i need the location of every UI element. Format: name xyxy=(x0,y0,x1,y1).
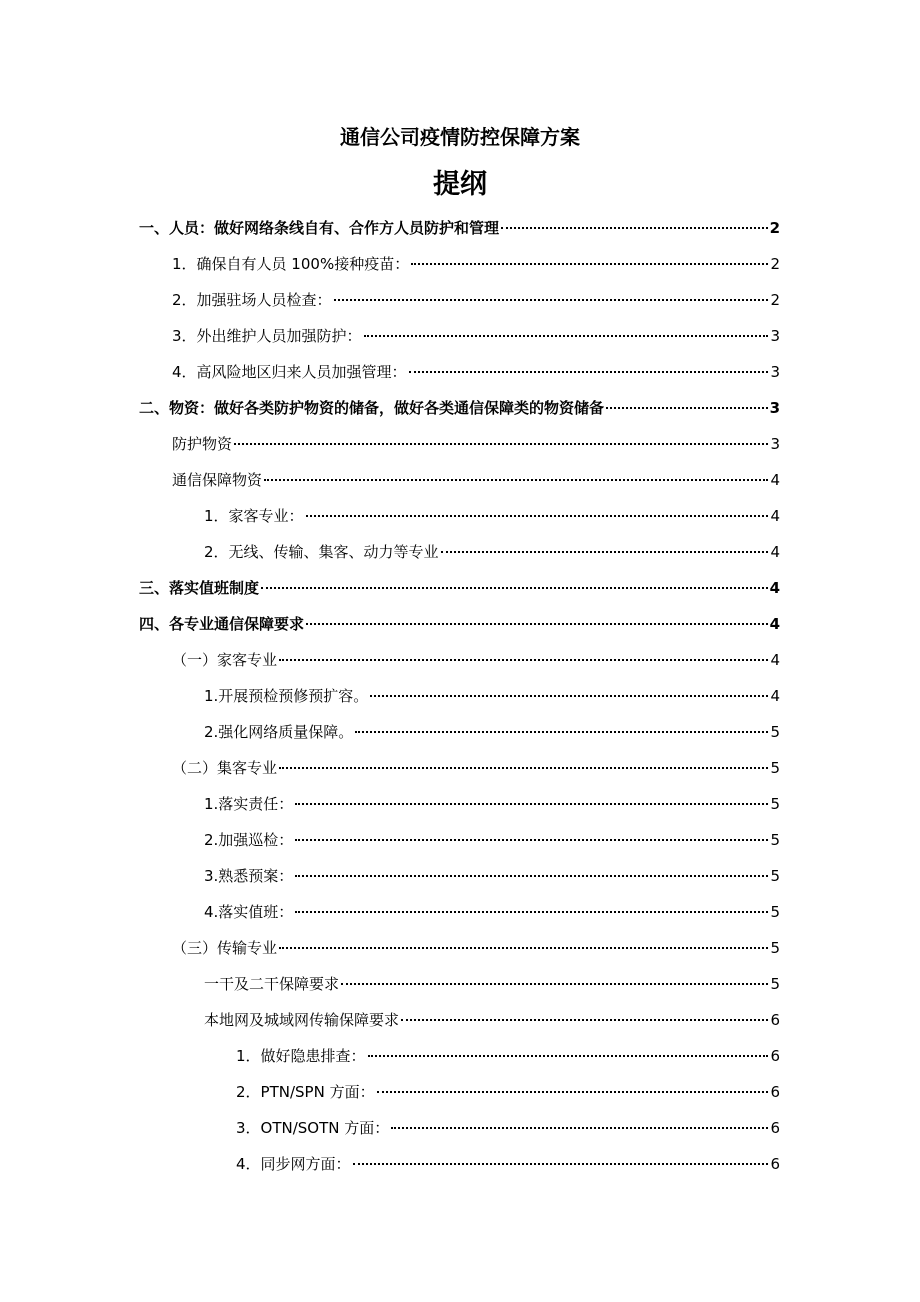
toc-entry[interactable] xyxy=(204,792,780,816)
toc-entry[interactable] xyxy=(172,360,780,384)
toc-entry-text: 3．OTN/SOTN 方面： xyxy=(236,1119,390,1137)
toc-entry-text: 1.开展预检预修预扩容。 xyxy=(204,687,369,705)
toc-entry-text: 1．做好隐患排查： xyxy=(236,1047,366,1065)
toc-page-number: 3 xyxy=(770,327,780,345)
toc-entry-text: 3.熟悉预案： xyxy=(204,867,294,885)
toc-entry-text: 1．家客专业： xyxy=(204,507,304,525)
toc-entry[interactable] xyxy=(172,936,780,960)
toc-leader xyxy=(409,371,769,373)
toc-page-number: 2 xyxy=(769,219,780,237)
toc-page-number: 6 xyxy=(770,1155,780,1173)
toc-entry[interactable] xyxy=(236,1080,780,1104)
toc-entry[interactable] xyxy=(139,612,780,636)
toc-entry-text: 4．高风险地区归来人员加强管理： xyxy=(172,363,407,381)
toc-leader xyxy=(295,911,768,913)
toc-page-number: 3 xyxy=(769,399,780,417)
toc-entry[interactable] xyxy=(204,504,780,528)
toc-entry[interactable] xyxy=(172,324,780,348)
toc-page-number: 6 xyxy=(770,1011,780,1029)
toc-page-number: 4 xyxy=(770,507,780,525)
toc-entry[interactable] xyxy=(172,432,780,456)
toc-page-number: 2 xyxy=(770,291,780,309)
toc-entry[interactable] xyxy=(236,1116,780,1140)
toc-entry-text: 防护物资 xyxy=(172,435,233,453)
toc-leader xyxy=(261,587,768,589)
toc-entry[interactable] xyxy=(236,1152,780,1176)
toc-entry-text: 二、物资：做好各类防护物资的储备，做好各类通信保障类的物资储备 xyxy=(139,399,605,417)
toc-page-number: 5 xyxy=(770,939,780,957)
toc-page-number: 3 xyxy=(770,363,780,381)
toc-entry-text: 4.落实值班： xyxy=(204,903,294,921)
toc-leader xyxy=(411,263,768,265)
toc-leader xyxy=(264,479,768,481)
toc-page-number: 6 xyxy=(770,1047,780,1065)
toc-page-number: 3 xyxy=(770,435,780,453)
toc-entry-text: 本地网及城域网传输保障要求 xyxy=(204,1011,400,1029)
toc-page-number: 4 xyxy=(770,471,780,489)
toc-entry[interactable] xyxy=(236,1044,780,1068)
toc-entry[interactable] xyxy=(172,648,780,672)
toc-page-number: 5 xyxy=(770,723,780,741)
toc-page-number: 6 xyxy=(770,1119,780,1137)
toc-entry-text: 4．同步网方面： xyxy=(236,1155,351,1173)
toc-leader xyxy=(353,1163,769,1165)
toc-leader xyxy=(368,1055,769,1057)
toc-entry[interactable] xyxy=(204,720,780,744)
toc-leader xyxy=(295,803,768,805)
toc-entry-text: 一、人员：做好网络条线自有、合作方人员防护和管理 xyxy=(139,219,500,237)
toc-entry-text: 2．无线、传输、集客、动力等专业 xyxy=(204,543,439,561)
toc-page-number: 4 xyxy=(769,579,780,597)
toc-leader xyxy=(355,731,768,733)
toc-leader xyxy=(279,659,768,661)
toc-leader xyxy=(606,407,768,409)
toc-page-number: 6 xyxy=(770,1083,780,1101)
toc-leader xyxy=(295,875,768,877)
toc-page-number: 5 xyxy=(770,903,780,921)
toc-entry[interactable] xyxy=(204,900,780,924)
toc-entry[interactable] xyxy=(172,756,780,780)
toc-leader xyxy=(401,1019,768,1021)
toc-entry-text: （一）家客专业 xyxy=(172,651,278,669)
toc-entry-text: 四、各专业通信保障要求 xyxy=(139,615,305,633)
toc-entry[interactable] xyxy=(204,864,780,888)
toc-page-number: 5 xyxy=(770,975,780,993)
toc-leader xyxy=(234,443,768,445)
toc-page-number: 2 xyxy=(770,255,780,273)
toc-entry[interactable] xyxy=(172,288,780,312)
toc-leader xyxy=(295,839,768,841)
toc-entry-text: 2.加强巡检： xyxy=(204,831,294,849)
toc-leader xyxy=(279,767,768,769)
toc-entry-text: 通信保障物资 xyxy=(172,471,263,489)
toc-entry-text: 三、落实值班制度 xyxy=(139,579,260,597)
toc-leader xyxy=(334,299,769,301)
toc-page-number: 4 xyxy=(770,651,780,669)
toc-leader xyxy=(441,551,769,553)
toc-entry[interactable] xyxy=(204,540,780,564)
toc-leader xyxy=(501,227,768,229)
toc-entry[interactable] xyxy=(139,216,780,240)
toc-leader xyxy=(391,1127,768,1129)
toc-page-number: 5 xyxy=(770,831,780,849)
toc-entry-text: 3．外出维护人员加强防护： xyxy=(172,327,362,345)
toc-entry-text: （三）传输专业 xyxy=(172,939,278,957)
toc-entry-text: 1.落实责任： xyxy=(204,795,294,813)
toc-entry[interactable] xyxy=(204,1008,780,1032)
toc-entry[interactable] xyxy=(204,828,780,852)
toc-page-number: 4 xyxy=(770,543,780,561)
toc-leader xyxy=(377,1091,769,1093)
toc-leader xyxy=(306,623,768,625)
toc-entry[interactable] xyxy=(204,684,780,708)
toc-page-number: 5 xyxy=(770,759,780,777)
toc-leader xyxy=(370,695,768,697)
toc-heading: 提纲 xyxy=(433,169,487,200)
toc-entry-text: 一干及二干保障要求 xyxy=(204,975,340,993)
toc-entry-text: （二）集客专业 xyxy=(172,759,278,777)
toc-leader xyxy=(306,515,769,517)
toc-page-number: 4 xyxy=(769,615,780,633)
toc-leader xyxy=(341,983,768,985)
toc-page-number: 4 xyxy=(770,687,780,705)
document-title: 通信公司疫情防控保障方案 xyxy=(340,125,580,149)
toc-leader xyxy=(364,335,769,337)
toc-page-number: 5 xyxy=(770,795,780,813)
toc-entry-text: 2．加强驻场人员检查： xyxy=(172,291,332,309)
toc-entry[interactable] xyxy=(172,252,780,276)
toc-entry[interactable] xyxy=(172,468,780,492)
toc-entry[interactable] xyxy=(139,576,780,600)
toc-entry-text: 2．PTN/SPN 方面： xyxy=(236,1083,375,1101)
toc-entry-text: 2.强化网络质量保障。 xyxy=(204,723,354,741)
toc-entry[interactable] xyxy=(139,396,780,420)
toc-entry-text: 1．确保自有人员 100%接种疫苗： xyxy=(172,255,410,273)
toc-leader xyxy=(279,947,768,949)
toc-entry[interactable] xyxy=(204,972,780,996)
toc-page-number: 5 xyxy=(770,867,780,885)
